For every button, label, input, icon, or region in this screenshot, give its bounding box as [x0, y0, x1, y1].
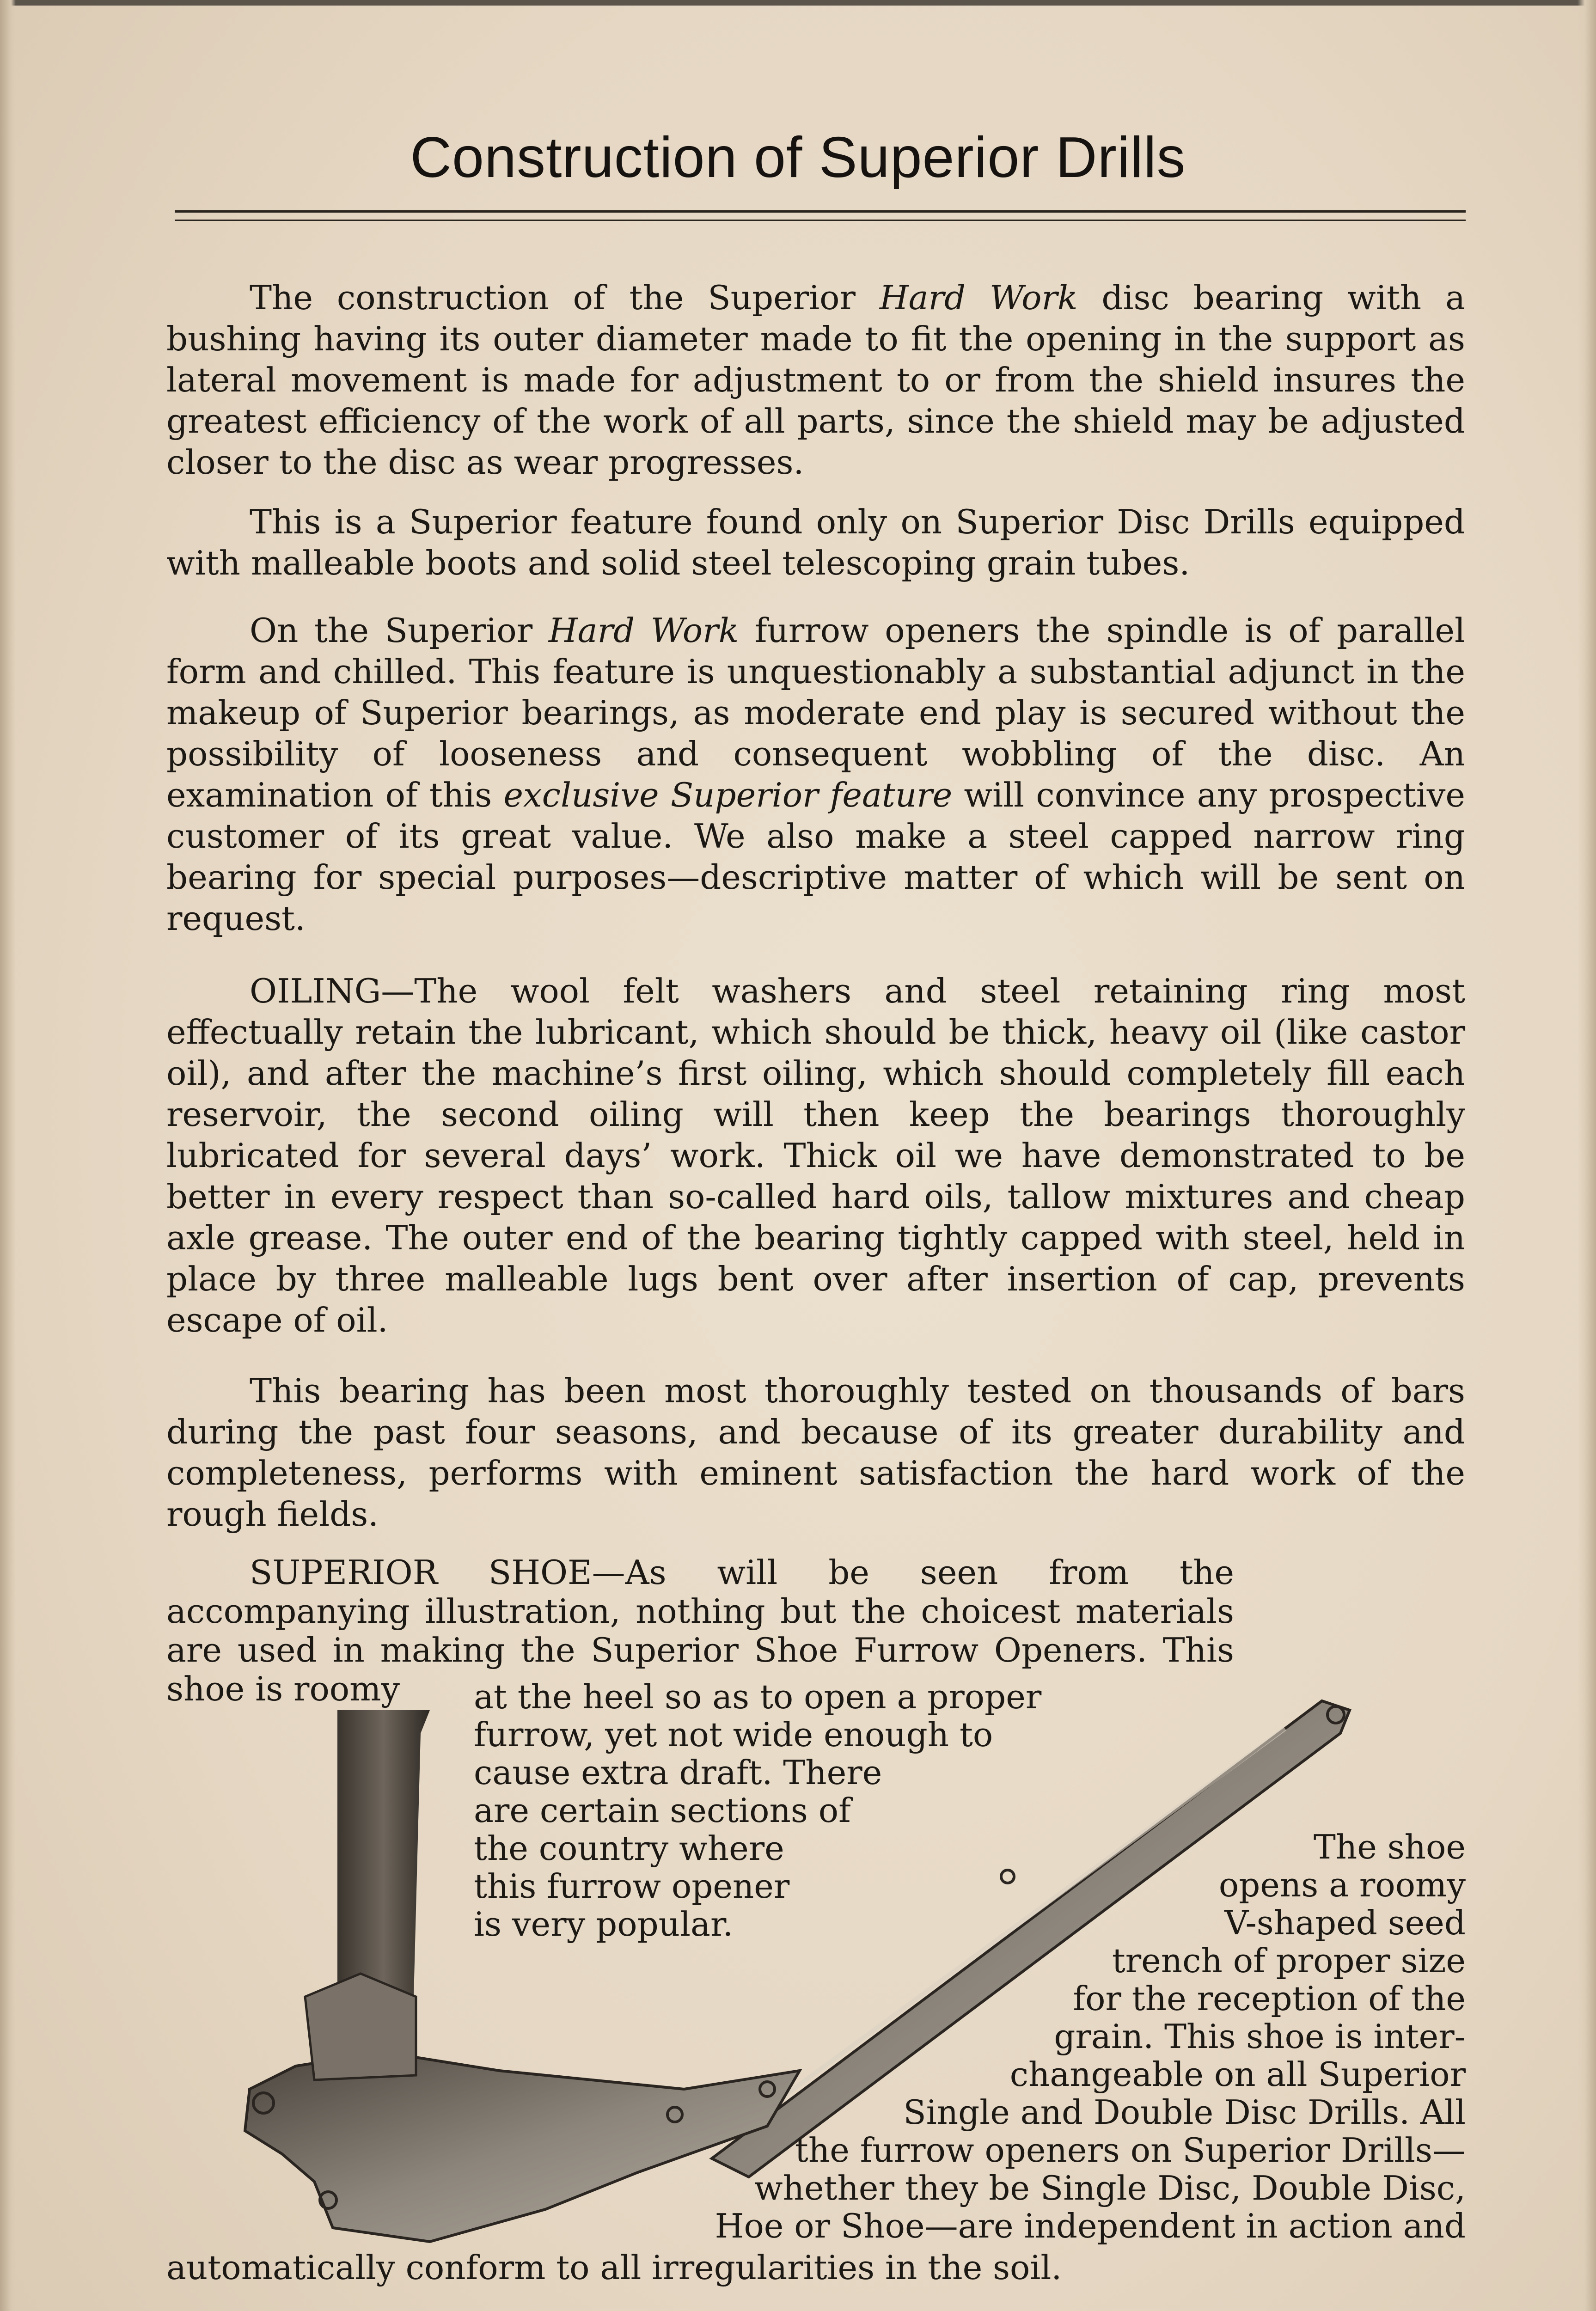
left-col-line: cause extra draft. There: [474, 1753, 882, 1792]
hard-work-emphasis: Hard Work: [548, 611, 739, 650]
right-col-line: grain. This shoe is inter-: [1054, 2017, 1466, 2056]
left-col-line: this furrow opener: [474, 1867, 790, 1906]
paragraph-final-line: automatically conform to all irregularities in the soil.: [166, 2248, 1062, 2287]
right-col-line: trench of proper size: [1112, 1941, 1466, 1980]
title-rule-bottom: [175, 220, 1466, 221]
left-col-line: the country where: [474, 1829, 784, 1868]
page-left-edge: [0, 0, 16, 2311]
page-top-edge: [0, 0, 1596, 6]
right-col-line: opens a roomy: [1218, 1865, 1466, 1904]
right-col-line: whether they be Single Disc, Double Disc,: [754, 2169, 1466, 2207]
page-right-edge: [1578, 0, 1596, 2311]
paragraph-bearing-tested: This bearing has been most thoroughly tested on thousands of bars during the past four seasons, and because of its greater durability and completeness, performs with eminent satisfaction the hard work of the rough fields.: [166, 1371, 1465, 1534]
text-column-right: [715, 1828, 1466, 2245]
page-title: Construction of Superior Drills: [410, 126, 1186, 190]
right-col-line: Single and Double Disc Drills. All: [903, 2093, 1466, 2132]
right-col-line: for the reception of the: [1073, 1979, 1466, 2018]
right-col-line: changeable on all Superior: [1009, 2055, 1466, 2094]
title-rule-top: [175, 210, 1466, 213]
right-col-line: V-shaped seed: [1224, 1903, 1466, 1942]
paragraph-disc-bearing: The construction of the Superior Hard Work disc bearing with a bushing having its outer diameter made to fit the opening in the support as lateral movement is made for adjustment to or from the shield insures the greatest efficiency of the work of all parts, since the shield may be adjusted closer to the disc as wear progresses.: [166, 278, 1465, 482]
left-col-line: at the heel so as to open a proper: [474, 1677, 1042, 1716]
right-col-line: the furrow openers on Superior Drills—: [795, 2131, 1466, 2170]
paragraph-oiling: OILING—The wool felt washers and steel retaining ring most effectually retain the lubricant, which should be thick, heavy oil (like castor oil), and after the machine’s first oiling, which should completely fill each reservoir, the second oiling will then keep the bearings thoroughly lubricated for several days’ work. Thick oil we have demonstrated to be better in every respect than so-called hard oils, tallow mixtures and cheap axle grease. The outer end of the bearing tightly capped with steel, held in place by three malleable lugs bent over after insertion of cap, prevents escape of oil.: [166, 972, 1465, 1339]
left-col-line: is very popular.: [474, 1905, 734, 1944]
exclusive-feature-emphasis: exclusive Superior feature: [503, 776, 953, 814]
left-col-line: are certain sections of: [474, 1791, 851, 1830]
hard-work-emphasis: Hard Work: [879, 278, 1078, 317]
left-col-line: furrow, yet not wide enough to: [474, 1715, 993, 1754]
right-col-line: Hoe or Shoe—are independent in action and: [715, 2207, 1466, 2245]
right-col-line: The shoe: [1313, 1828, 1466, 1866]
paragraph-superior-feature: This is a Superior feature found only on Superior Disc Drills equipped with malleable boots and solid steel telescoping grain tubes.: [166, 502, 1465, 582]
paragraph-superior-shoe-lead: SUPERIOR SHOE—As will be seen from the accompanying illustration, nothing but the choicest materials are used in making the Superior Shoe Furrow Openers. This shoe is roomy: [166, 1553, 1234, 1708]
paragraph-furrow-openers: On the Superior Hard Work furrow openers the spindle is of parallel form and chilled. This feature is unquestionably a substantial adjunct in the makeup of Superior bearings, as moderate end play is secured without the possibility of looseness and consequent wobbling of the disc. An examination of this exclusive Superior feature will convince any prospective customer of its great value. We also make a steel capped narrow ring bearing for special purposes—descriptive matter of which will be sent on request.: [166, 611, 1466, 938]
